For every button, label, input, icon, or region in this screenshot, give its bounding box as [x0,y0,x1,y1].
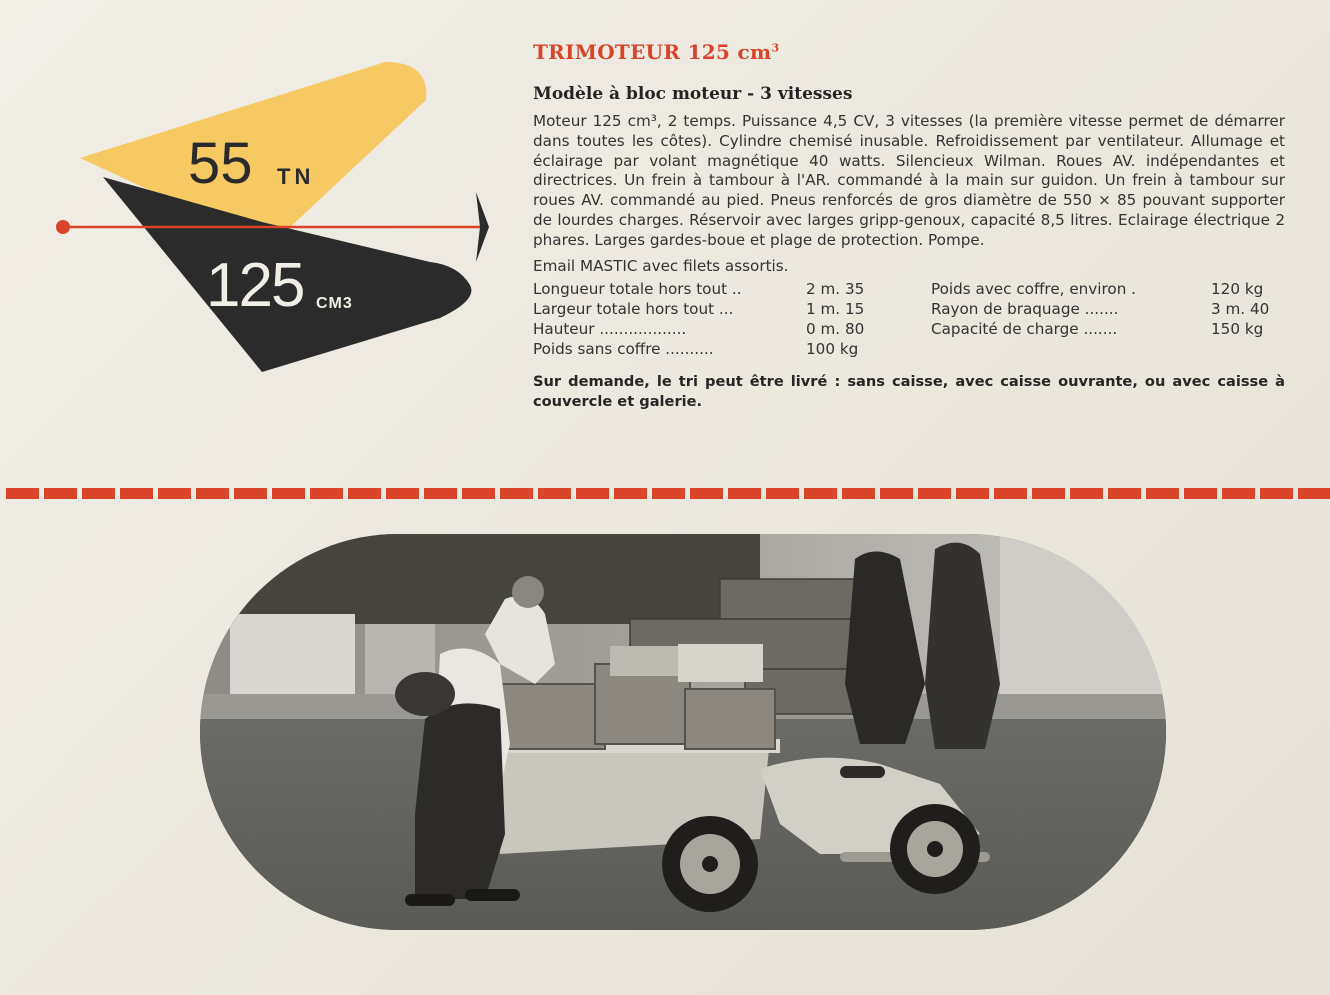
spec-row [533,280,865,300]
spec-label: Longueur totale hors tout .. [533,280,742,299]
spec-value: 1 m. 15 [806,300,865,319]
page-subtitle: Modèle à bloc moteur - 3 vitesses [533,84,853,104]
spec-text-column [533,40,1285,412]
product-photo [200,534,1166,930]
spec-row [533,340,859,360]
spec-row [931,280,1264,300]
spec-value: 3 m. 40 [1211,300,1270,319]
finish-line: Email MASTIC avec filets assortis. [533,256,789,275]
spec-value: 0 m. 80 [806,320,865,339]
emblem-axis-dot [56,220,70,234]
spec-label: Largeur totale hors tout ... [533,300,734,319]
emblem-displacement-unit: CM3 [316,295,353,312]
emblem-model-suffix: TN [277,164,315,189]
dashed-divider [6,488,1330,499]
spec-value: 150 kg [1211,320,1264,339]
spec-table [533,280,1285,360]
emblem-displacement: 125 [206,251,304,320]
spec-row [931,300,1270,320]
spec-label: Capacité de charge ....... [931,320,1118,339]
emblem-yellow-shape [80,62,426,246]
spec-label: Poids avec coffre, environ . [931,280,1137,299]
spec-row [533,320,865,340]
description-paragraph: Moteur 125 cm³, 2 temps. Puissance 4,5 CV, 3 vitesses (la première vitesse permet de démarrer dans toutes les côtes). Cylindre chemisé inusable. Refroidissement par ventilateur. Allumage et éclairage par volant magnétique 40 watts. Silencieux Wilman. Roues AV. indépendantes et directrices. Un frein à tambour à l'AR. commandé à la main sur guidon. Un frein à tambour sur roues AV. commandé au pied. Pneus renforcés de gros diamètre de 550 × 85 pouvant supporter de lourdes charges. Réservoir avec larges gripp-genoux, capacité 8,5 litres. Eclairage électrique 2 phares. Larges gardes-boue et plage de protection. Pompe. [533,112,1285,249]
title-superscript: 3 [771,41,780,55]
spec-row [931,320,1264,340]
spec-value: 100 kg [806,340,859,359]
delivery-note: Sur demande, le tri peut être livré : sans caisse, avec caisse ouvrante, ou avec caisse à couvercle et galerie. [533,373,1285,411]
model-emblem [0,0,500,400]
spec-value: 2 m. 35 [806,280,865,299]
spec-value: 120 kg [1211,280,1264,299]
title-text: TRIMOTEUR 125 cm [533,40,772,64]
spec-label: Poids sans coffre .......... [533,340,714,359]
spec-label: Rayon de braquage ....... [931,300,1119,319]
spec-row [533,300,865,320]
page-title [533,40,1285,64]
spec-label: Hauteur .................. [533,320,687,339]
emblem-model-number: 55 [188,131,253,196]
